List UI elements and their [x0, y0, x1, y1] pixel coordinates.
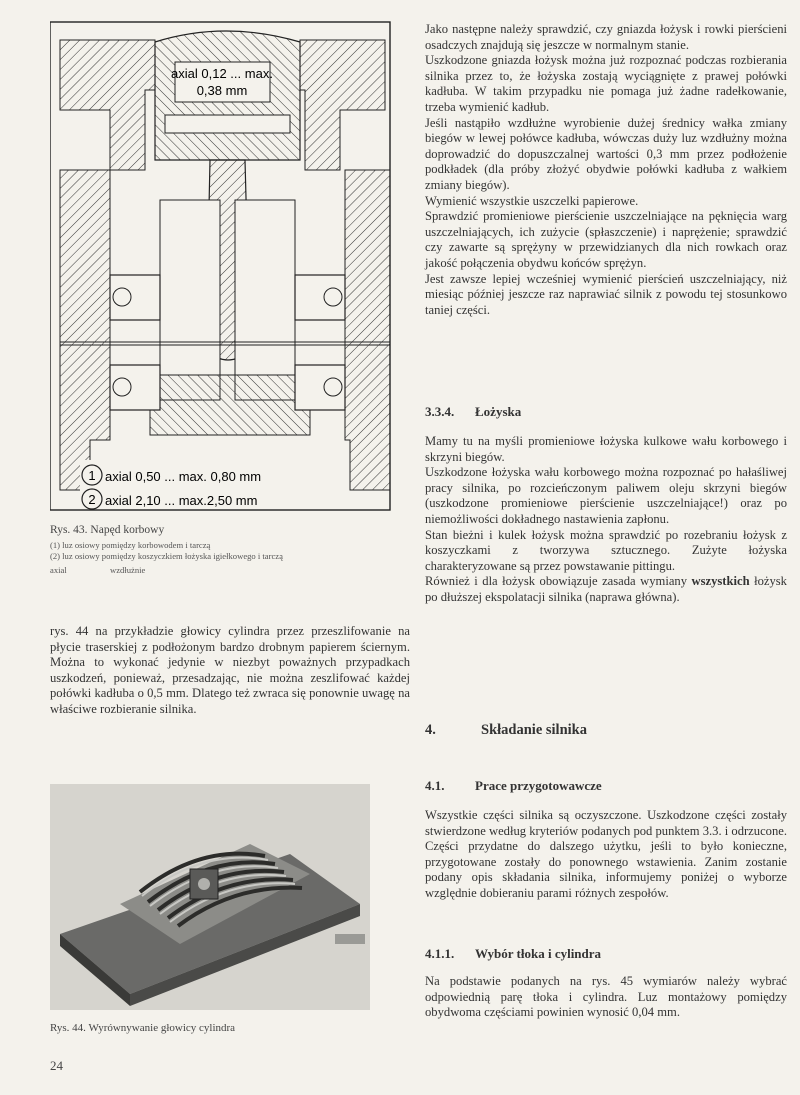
- paragraph-2: Uszkodzone gniazda łożysk można już rozpoznać podczas rozbierania silnika przez to, że łożyska zostają wyciągnięte z prawej połówki kadłuba. W takim przypadku nie pomaga już żadne radełkowanie, trzeba wymienić kadłub.: [425, 53, 787, 114]
- section-number: 4.: [425, 722, 436, 738]
- marker-2: 2: [88, 492, 96, 507]
- paragraph-11: Wszystkie części silnika są oczyszczone. Uszkodzone części zostały stwierdzone według kryteriów podanych pod punktem 3.3. i odrzucone. Części przydatne do dalszego użytku, jeśli to było konieczne, przygotowane zostały do ponownego wstawienia. Zanim zostanie podany opis składania silnika, informujemy poniżej o wyborze względnie dobieraniu parami różnych zespołów.: [425, 808, 787, 900]
- figure-44-caption: Rys. 44. Wyrównywanie głowicy cylindra: [50, 1022, 236, 1034]
- paragraph-8: Uszkodzone łożyska wału korbowego można rozpoznać po hałaśliwej pracy silnika, po rozcieńczonym paliwem oleju skrzyni biegów (uszkodzone promieniowe pierścienie uszczelniające!) oraz po niemożliwości dokładnego nastawienia zapłonu.: [425, 465, 787, 526]
- section-4: [425, 722, 787, 739]
- axial-label-1: axial 0,50 ... max. 0,80 mm: [105, 469, 262, 484]
- section-4-1: [425, 778, 787, 902]
- paragraph-10: [425, 574, 787, 605]
- paragraph-5: Sprawdzić promieniowe pierścienie uszczelniające na pęknięcia warg uszczelniających, ich zużycie (spłaszczenie) i naprężenie; sprawdzić czy zawarte są sprężyny w przewidzianych dla nich rowkach oraz jakość połączenia obydwu końców sprężyn.: [425, 209, 787, 270]
- legend-term: axial: [50, 565, 67, 575]
- section-heading-4: [425, 722, 787, 739]
- left-column-text: [50, 624, 410, 718]
- paragraph-3: Jeśli nastąpiło wzdłużne wyrobienie dużej średnicy wałka zmiany biegów w lewej połówce kadłuba, wówczas duży luz wzdłużny można doprowadzić do dopuszczalnej wartości 0,3 mm przez podłożenie podkładek (dla próby złożyć obydwie połówki kadłuba z wałkiem zmiany biegów).: [425, 115, 787, 192]
- cylinder-head-photo: [50, 784, 370, 1010]
- left-paragraph: rys. 44 na przykładzie głowicy cylindra przez przeszlifowanie na płycie traserskiej z podłożonym bardzo drobnym papierem ściernym. Można to wykonać jedynie w niezbyt poważnych przypadkach uszkodzeń, ponieważ, przesadzając, nie można zeszlifować każdej połówki kadłuba o 0,5 mm. Dlatego też zwraca się ponownie uwagę na właściwe rozbieranie silnika.: [50, 624, 410, 716]
- paragraph-7: Mamy tu na myśli promieniowe łożyska kulkowe wału korbowego i skrzyni biegów.: [425, 434, 787, 464]
- axial-label-2: axial 2,10 ... max.2,50 mm: [105, 493, 258, 508]
- paragraph-6: Jest zawsze lepiej wcześniej wymienić pierścień uszczelniający, niż miesiąc później jeszcze raz naprawiać silnik z powodu tej stosunkowo taniej części.: [425, 271, 787, 317]
- section-title: Wybór tłoka i cylindra: [475, 946, 602, 961]
- section-heading-4-1: [425, 778, 787, 794]
- paragraph-10-bold: wszystkich: [691, 574, 750, 589]
- figure-43-caption: [50, 524, 380, 575]
- paragraph-1: Jako następne należy sprawdzić, czy gniazda łożysk i rowki pierścieni osadczych znajdują się jeszcze w normalnym stanie.: [425, 22, 787, 52]
- section-3-3-4: [425, 404, 787, 606]
- section-4-1-1: [425, 946, 787, 1021]
- paragraph-10-pre: Również i dla łożysk obowiązuje zasada wymiany: [425, 574, 688, 589]
- marker-1: 1: [88, 468, 96, 483]
- paragraph-12: Na podstawie podanych na rys. 45 wymiarów należy wybrać odpowiednią parę tłoka i cylindra. Luz montażowy pomiędzy obydwoma częściami powinien wynosić 0,04 mm.: [425, 974, 787, 1020]
- section-heading-3-3-4: [425, 404, 787, 420]
- paragraph-9: Stan bieżni i kulek łożysk można sprawdzić po rozebraniu łożysk z koszyczkami z tworzywa sztucznego. Zużyte łożyska charakteryzowane są przez powstawanie pittingu.: [425, 527, 787, 573]
- section-title: Prace przygotowawcze: [475, 778, 602, 793]
- section-number: 4.1.1.: [425, 946, 455, 961]
- figure-43-title: Rys. 43. Napęd korbowy: [50, 524, 165, 536]
- section-title: Składanie silnika: [481, 722, 587, 738]
- right-block-1: [425, 22, 787, 318]
- section-heading-4-1-1: [425, 946, 787, 962]
- legend-translation: wzdłużnie: [110, 565, 146, 575]
- page-number: 24: [50, 1058, 63, 1073]
- section-title: Łożyska: [475, 404, 522, 419]
- paragraph-4: Wymienić wszystkie uszczelki papierowe.: [425, 193, 639, 208]
- paragraph-10-post: łożysk po dłuższej ekspolatacji silnika (naprawa główna).: [425, 574, 787, 604]
- legend-term-row: [50, 565, 380, 575]
- axial-callout-value: 0,38 mm: [196, 83, 248, 98]
- section-number: 4.1.: [425, 778, 445, 793]
- axial-callout-label: axial 0,12 ... max.: [171, 66, 273, 81]
- legend-item-2: (2) luz osiowy pomiędzy koszyczkiem łożyska igiełkowego i tarczą: [50, 550, 283, 561]
- section-number: 3.3.4.: [425, 404, 455, 419]
- legend-item-1: (1) luz osiowy pomiędzy korbowodem i tarczą: [50, 540, 211, 550]
- crankshaft-drawing: [50, 20, 410, 512]
